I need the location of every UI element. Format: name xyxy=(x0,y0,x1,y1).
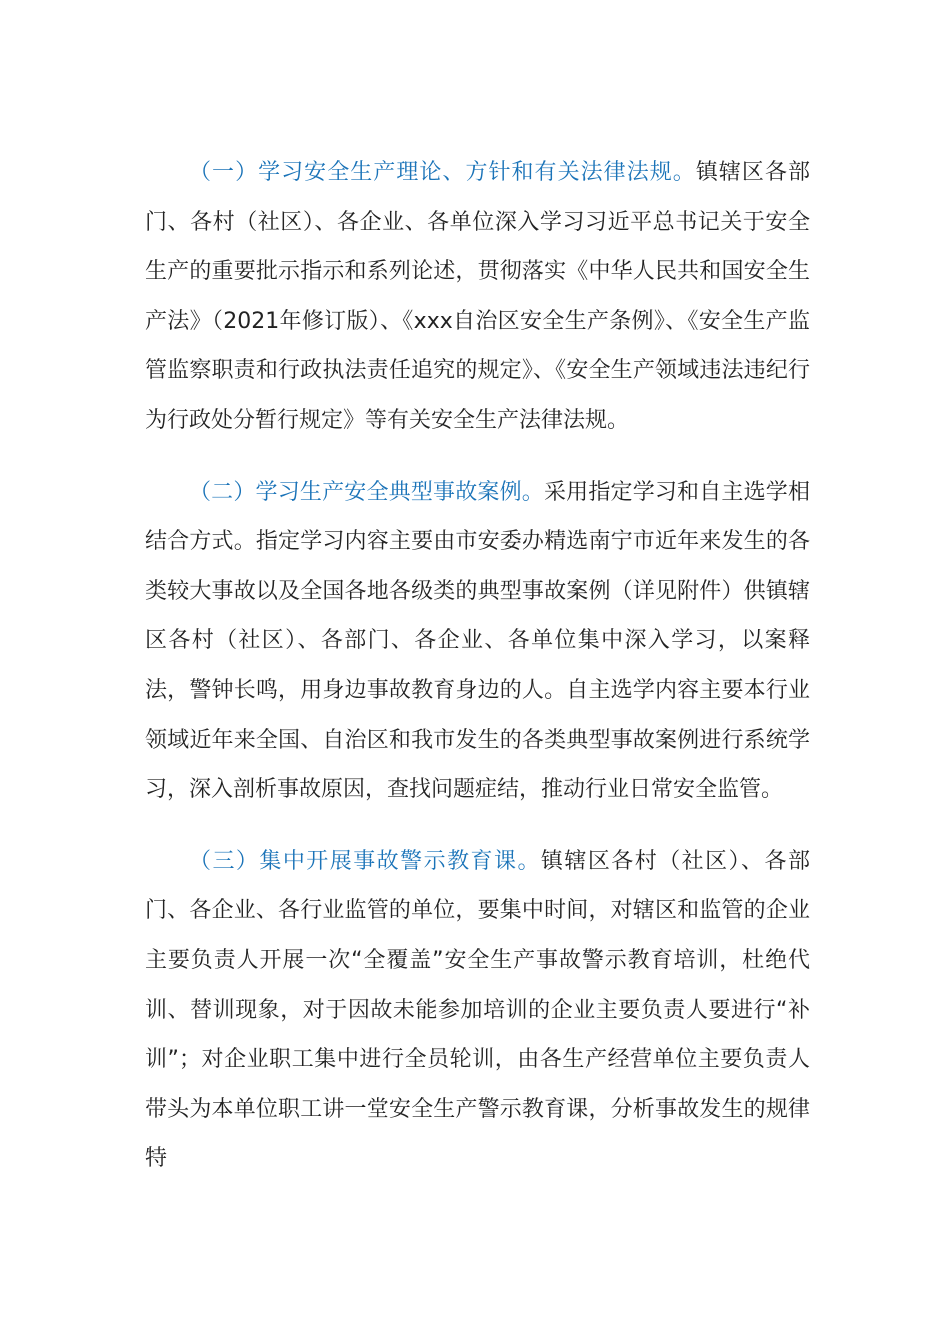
document-body xyxy=(145,148,810,1206)
paragraph-2-heading: （二）学习生产安全典型事故案例。 xyxy=(189,479,544,505)
paragraph-2-text: 采用指定学习和自主选学相结合方式。指定学习内容主要由市安委办精选南宁市近年来发生的各类较大事故以及全国各地各级类的典型事故案例（详见附件）供镇辖区各村（社区）、各部门、各企业、各单位集中深入学习，以案释法，警钟长鸣，用身边事故教育身边的人。自主选学内容主要本行业领域近年来全国、自治区和我市发生的各类典型事故案例进行系统学习，深入剖析事故原因，查找问题症结，推动行业日常安全监管。 xyxy=(145,479,810,803)
paragraph-1-heading: （一）学习安全生产理论、方针和有关法律法规。 xyxy=(189,160,696,185)
paragraph-1-text: 镇辖区各部门、各村（社区）、各企业、各单位深入学习习近平总书记关于安全生产的重要批示指示和系列论述，贯彻落实《中华人民共和国安全生产法》（2021年修订版）、《xxx自治区安全生产条例》、《安全生产监管监察职责和行政执法责任追究的规定》、《安全生产领域违法违纪行为行政处分暂行规定》等有关安全生产法律法规。 xyxy=(145,160,810,433)
paragraph-3-heading: （三）集中开展事故警示教育课。 xyxy=(189,848,541,874)
paragraph-3 xyxy=(145,837,810,1184)
paragraph-2 xyxy=(145,468,810,815)
paragraph-1 xyxy=(145,148,810,446)
paragraph-3-text: 镇辖区各村（社区）、各部门、各企业、各行业监管的单位，要集中时间，对辖区和监管的企业主要负责人开展一次“全覆盖”安全生产事故警示教育培训，杜绝代训、替训现象，对于因故未能参加培训的企业主要负责人要进行“补训”；对企业职工集中进行全员轮训，由各生产经营单位主要负责人带头为本单位职工讲一堂安全生产警示教育课，分析事故发生的规律特 xyxy=(145,848,810,1172)
